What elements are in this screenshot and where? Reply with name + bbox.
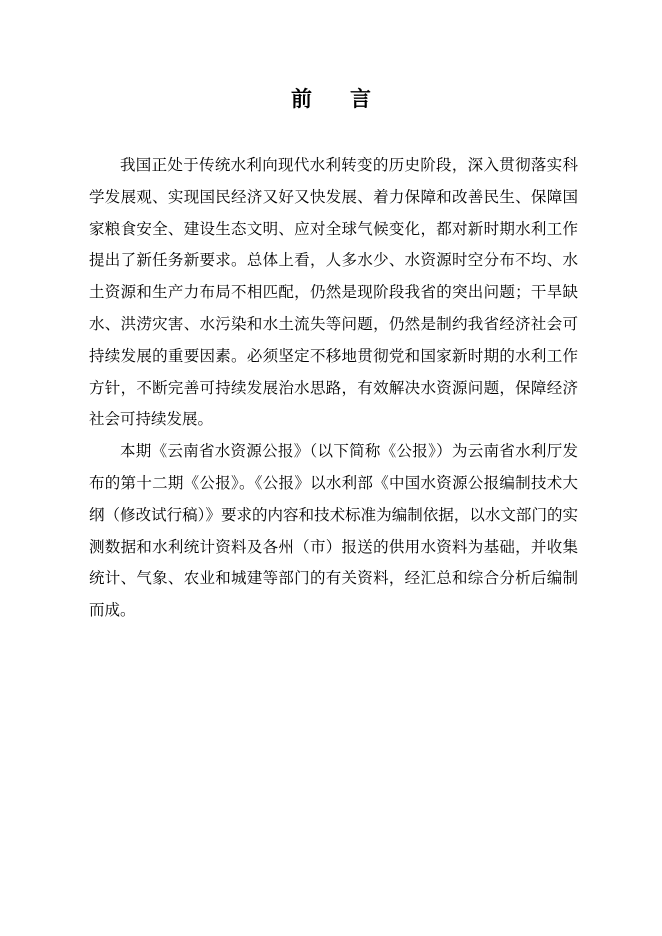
page-title-char-2: 言 bbox=[350, 86, 371, 111]
paragraph-2: 本期《云南省水资源公报》（以下简称《公报》）为云南省水利厅发布的第十二期《公报》。《公报》以水利部《中国水资源公报编制技术大纲（修改试行稿）》要求的内容和技术标准为编制依据，以水文部门的实测数据和水利统计资料及各州（市）报送的供用水资料为基础，并收集统计、气象、农业和城建等部门的有关资料，经汇总和综合分析后编制而成。 bbox=[89, 442, 578, 620]
page-title bbox=[0, 84, 662, 114]
page-title-char-1: 前 bbox=[291, 86, 312, 111]
body-text bbox=[89, 150, 578, 627]
paragraph-1: 我国正处于传统水利向现代水利转变的历史阶段，深入贯彻落实科学发展观、实现国民经济又好又快发展、着力保障和改善民生、保障国家粮食安全、建设生态文明、应对全球气候变化，都对新时期水利工作提出了新任务新要求。总体上看，人多水少、水资源时空分布不均、水土资源和生产力布局不相匹配，仍然是现阶段我省的突出问题；干旱缺水、洪涝灾害、水污染和水土流失等问题，仍然是制约我省经济社会可持续发展的重要因素。必须坚定不移地贯彻党和国家新时期的水利工作方针，不断完善可持续发展治水思路，有效解决水资源问题，保障经济社会可持续发展。 bbox=[89, 156, 578, 429]
